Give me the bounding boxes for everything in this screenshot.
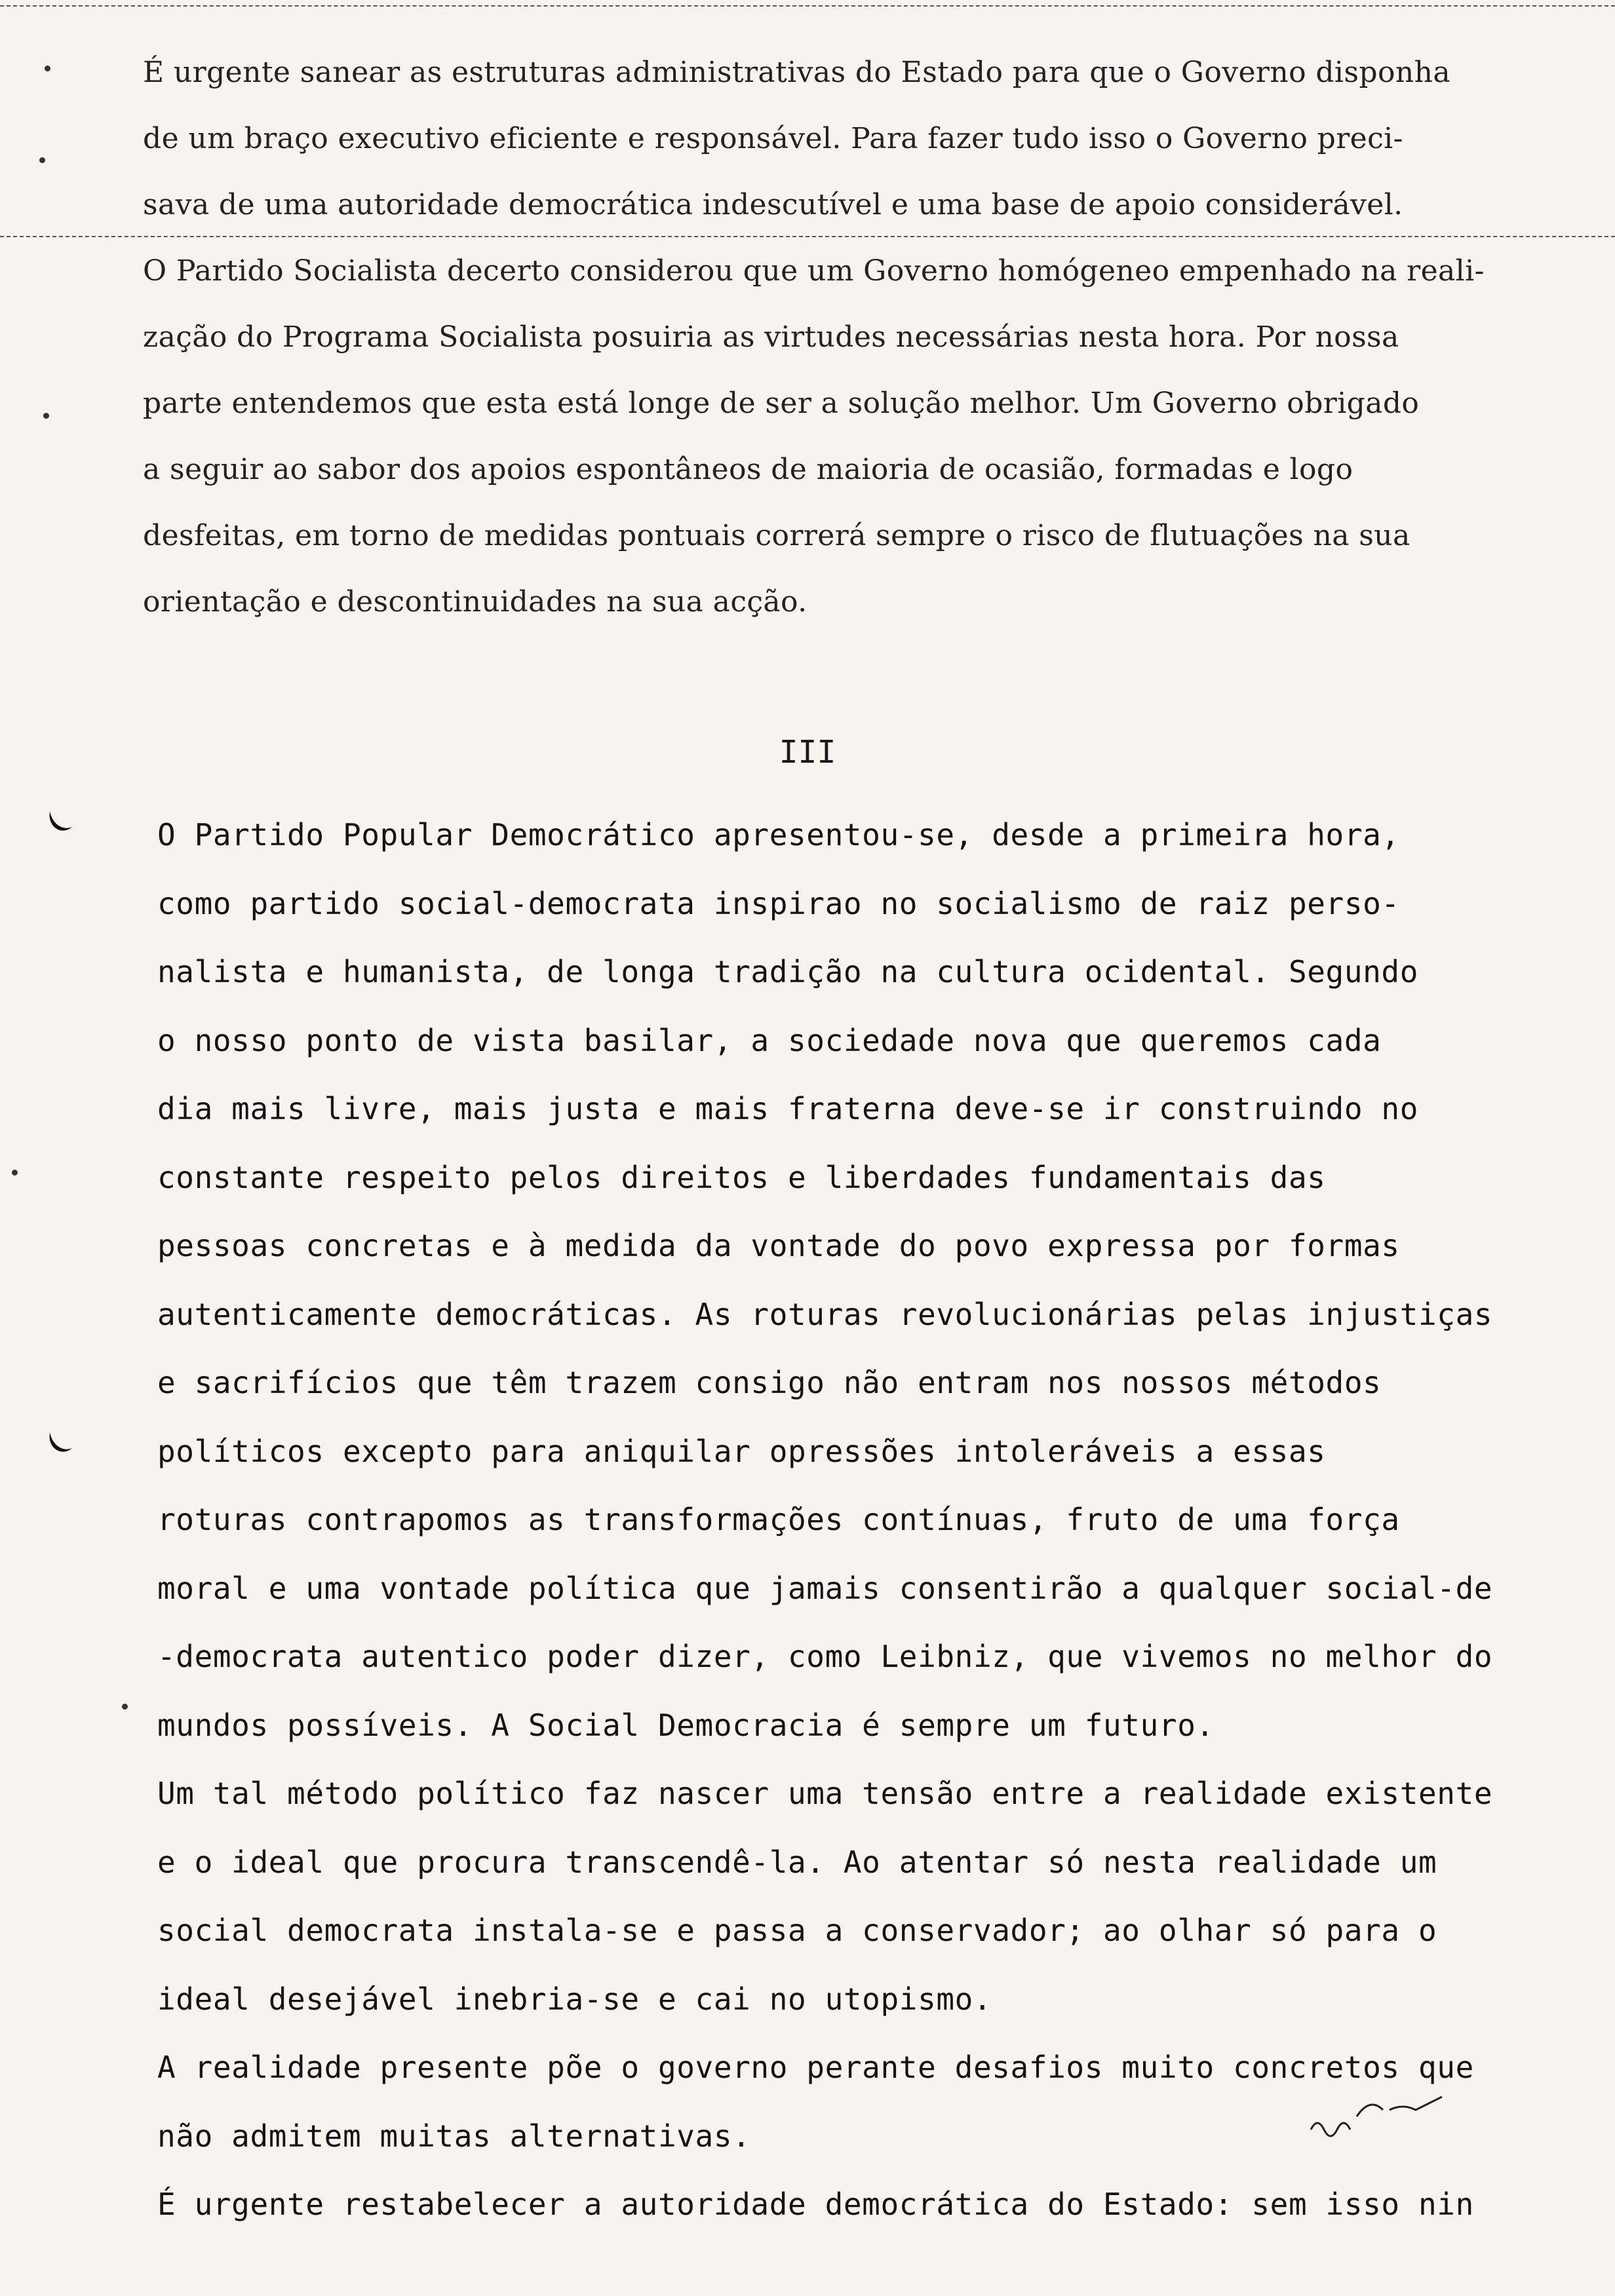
text-line: e o ideal que procura transcendê-la. Ao atentar só nesta realidade um	[157, 1844, 1437, 1880]
text-line: zação do Programa Socialista posuiria as virtudes necessárias nesta hora. Por nossa	[143, 320, 1399, 354]
text-line: parte entendemos que esta está longe de ser a solução melhor. Um Governo obrigado	[143, 387, 1420, 420]
text-block-part-1	[143, 39, 1572, 635]
text-line: políticos excepto para aniquilar opressões intoleráveis a essas	[157, 1433, 1326, 1469]
text-line: O Partido Popular Democrático apresentou-se, desde a primeira hora,	[157, 817, 1400, 852]
margin-dot	[12, 1170, 18, 1176]
text-line: sava de uma autoridade democrática indescutível e uma base de apoio considerável.	[143, 188, 1403, 221]
section-heading: III	[779, 734, 836, 771]
handwritten-note-icon	[1304, 2090, 1462, 2143]
text-line: o nosso ponto de vista basilar, a sociedade nova que queremos cada	[157, 1022, 1382, 1058]
text-line: É urgente sanear as estruturas administrativas do Estado para que o Governo disponha	[143, 56, 1450, 89]
text-line: desfeitas, em torno de medidas pontuais correrá sempre o risco de flutuações na sua	[143, 519, 1411, 552]
text-line: moral e uma vontade política que jamais consentirão a qualquer social-de	[157, 1570, 1493, 1606]
text-line: não admitem muitas alternativas.	[157, 2118, 751, 2154]
text-line: O Partido Socialista decerto considerou que um Governo homógeneo empenhado na reali-	[143, 254, 1485, 288]
margin-dot	[45, 66, 50, 71]
margin-dot	[43, 413, 49, 419]
text-line: como partido social-democrata inspirao no socialismo de raiz perso-	[157, 885, 1400, 921]
margin-dot	[39, 157, 45, 163]
text-block-part-2	[157, 801, 1599, 2239]
text-line: É urgente restabelecer a autoridade democrática do Estado: sem isso nin	[157, 2187, 1474, 2222]
text-line: constante respeito pelos direitos e liberdades fundamentais das	[157, 1159, 1326, 1195]
text-line: de um braço executivo eficiente e responsável. Para fazer tudo isso o Governo preci-	[143, 122, 1403, 155]
margin-crescent-icon	[46, 807, 75, 836]
text-line: mundos possíveis. A Social Democracia é sempre um futuro.	[157, 1707, 1215, 1743]
text-line: pessoas concretas e à medida da vontade do povo expressa por formas	[157, 1228, 1400, 1263]
text-line: dia mais livre, mais justa e mais fraterna deve-se ir construindo no	[157, 1091, 1419, 1126]
text-line: -democrata autentico poder dizer, como Leibniz, que vivemos no melhor do	[157, 1639, 1493, 1674]
text-line: autenticamente democráticas. As roturas revolucionárias pelas injustiças	[157, 1296, 1493, 1332]
text-line: A realidade presente põe o governo perante desafios muito concretos que	[157, 2050, 1474, 2085]
text-line: ideal desejável inebria-se e cai no utopismo.	[157, 1981, 992, 2017]
text-line: social democrata instala-se e passa a conservador; ao olhar só para o	[157, 1913, 1437, 1948]
text-line: e sacrifícios que têm trazem consigo não entram nos nossos métodos	[157, 1365, 1382, 1400]
margin-crescent-icon	[46, 1428, 75, 1457]
text-line: roturas contrapomos as transformações contínuas, fruto de uma força	[157, 1502, 1400, 1537]
margin-dot	[122, 1704, 128, 1710]
top-dashed-rule	[0, 5, 1615, 7]
text-line: a seguir ao sabor dos apoios espontâneos de maioria de ocasião, formadas e logo	[143, 453, 1353, 486]
text-line: Um tal método político faz nascer uma tensão entre a realidade existente	[157, 1776, 1493, 1811]
text-line: nalista e humanista, de longa tradição na cultura ocidental. Segundo	[157, 954, 1419, 989]
text-line: orientação e descontinuidades na sua acção.	[143, 585, 808, 619]
